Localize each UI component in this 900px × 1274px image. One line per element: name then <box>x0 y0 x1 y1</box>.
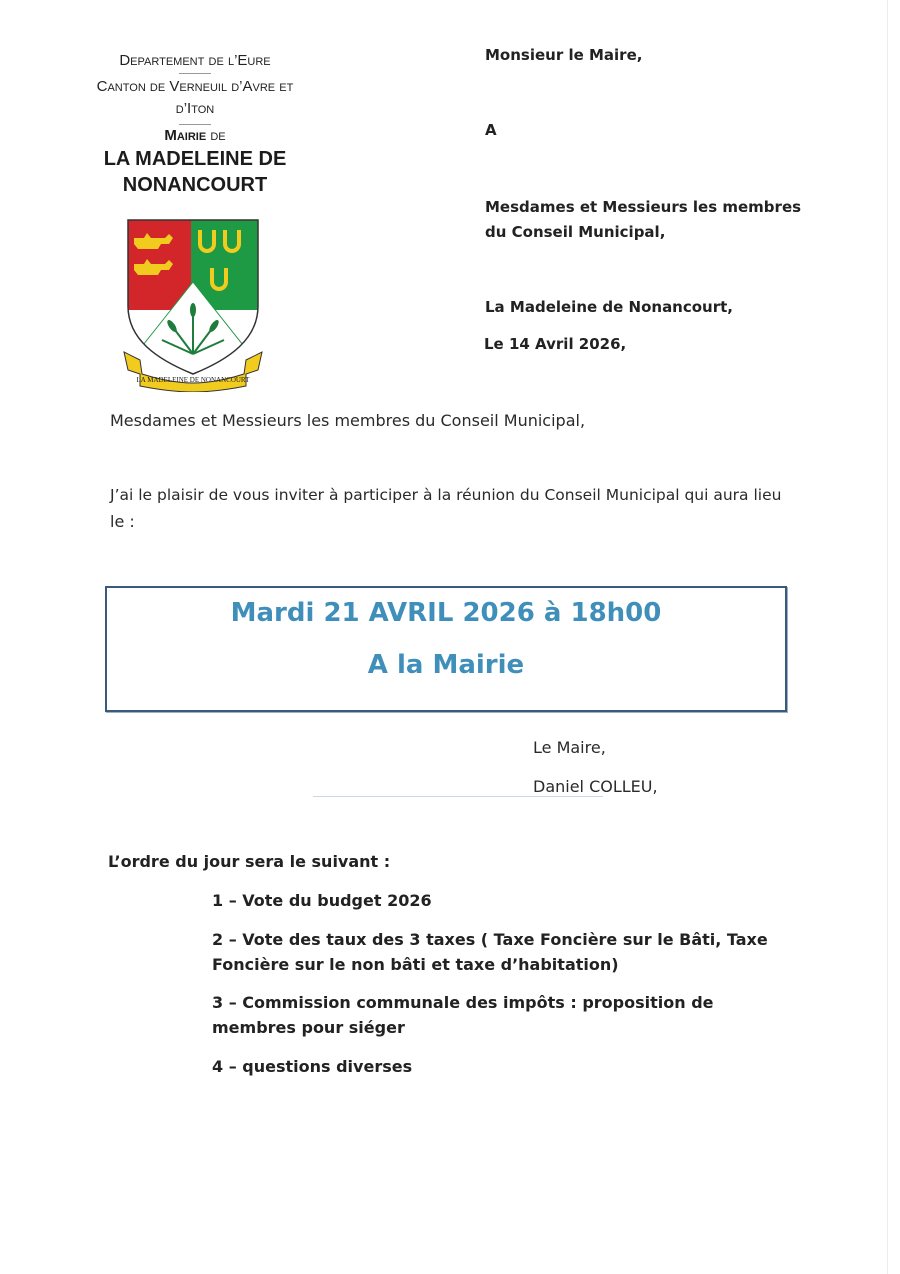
mairie-de: de <box>210 127 226 144</box>
letterhead <box>80 52 310 198</box>
agenda-title: L’ordre du jour sera le suivant : <box>108 852 391 871</box>
divider <box>179 124 211 125</box>
agenda-item: 1 – Vote du budget 2026 <box>212 891 432 910</box>
recipient-members-line1: Mesdames et Messieurs les membres <box>485 198 802 216</box>
salutation: Mesdames et Messieurs les membres du Conseil Municipal, <box>110 411 586 430</box>
invitation-line2: le : <box>110 512 135 531</box>
meeting-box <box>105 586 787 712</box>
mairie-line <box>80 127 310 144</box>
meeting-location: A la Mairie <box>367 650 525 680</box>
ribbon-text: LA MADELEINE DE NONANCOURT <box>136 376 250 384</box>
recipient-members-line2: du Conseil Municipal, <box>485 223 666 241</box>
scan-edge <box>887 0 888 1274</box>
place-line: La Madeleine de Nonancourt, <box>485 298 734 316</box>
agenda-item: 2 – Vote des taux des 3 taxes ( Taxe Foncière sur le Bâti, Taxe Foncière sur le non bâti et taxe d’habitation) <box>212 930 768 974</box>
signature-name: Daniel COLLEU, <box>533 777 658 796</box>
recipient-a: A <box>485 121 497 139</box>
agenda-item: 3 – Commission communale des impôts : proposition de membres pour siéger <box>212 993 714 1037</box>
commune-name-line1: LA MADELEINE DE <box>103 148 287 170</box>
recipient-maire: Monsieur le Maire, <box>485 46 643 64</box>
department-line: Departement de l’Eure <box>119 52 271 69</box>
agenda-item: 4 – questions diverses <box>212 1057 413 1076</box>
meeting-datetime: Mardi 21 AVRIL 2026 à 18h00 <box>230 598 662 628</box>
signature-title: Le Maire, <box>533 738 606 757</box>
invitation-line1: J’ai le plaisir de vous inviter à participer à la réunion du Conseil Municipal qui aura lieu <box>110 486 782 504</box>
date-line: Le 14 Avril 2026, <box>484 335 627 353</box>
commune-name-line2: NONANCOURT <box>122 174 268 196</box>
mairie-word: Mairie <box>164 127 207 144</box>
divider <box>179 73 211 74</box>
signature-line <box>313 796 603 797</box>
canton-line: Canton de Verneuil d’Avre et d’Iton <box>96 78 294 117</box>
coat-of-arms-logo <box>120 214 265 392</box>
